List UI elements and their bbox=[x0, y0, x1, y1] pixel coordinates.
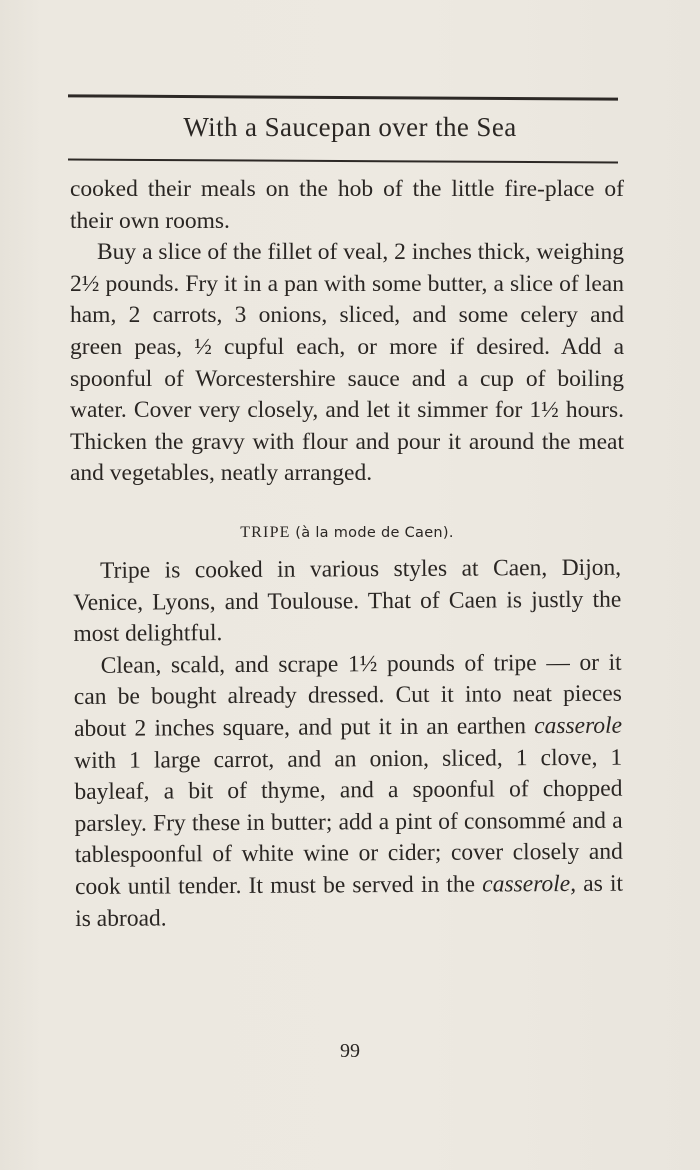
paragraph-tripe-intro: Tripe is cooked in various styles at Caen, Dijon, Venice, Lyons, and Toulouse. That of Caen is justly the most delightful. bbox=[73, 554, 622, 648]
method-text-3: as it is abroad. bbox=[75, 870, 624, 932]
method-text-2: with 1 large carrot, and an onion, sliced, 1 clove, 1 bayleaf, a bit of thyme, and a spoonful of chopped parsley. Fry these in butter; add a pint of consommé and a tablespoonful of white wine or cider; cover closely and cook until tender. It must be served in the bbox=[74, 744, 623, 900]
paragraph-tripe-method bbox=[74, 647, 624, 935]
method-italic-casserole-1: casserole bbox=[534, 712, 623, 740]
recipe-heading bbox=[70, 522, 624, 544]
tripe-section bbox=[73, 553, 623, 935]
header-rule-top bbox=[68, 94, 618, 100]
running-head: With a Saucepan over the Sea bbox=[183, 112, 517, 142]
recipe-subtitle: (à la mode de Caen). bbox=[295, 524, 454, 541]
paragraph-continuation: cooked their meals on the hob of the little fire-place of their own rooms. bbox=[70, 176, 624, 234]
method-italic-casserole-2: casserole, bbox=[482, 870, 577, 898]
header-rule-bottom bbox=[68, 159, 618, 164]
method-text-1: Clean, scald, and scrape 1½ pounds of tripe — or it can be bought already dressed. Cut it into neat pieces about 2 inches square, and put it in an earthen bbox=[73, 649, 622, 742]
recipe-title: TRIPE bbox=[240, 523, 291, 541]
page-number: 99 bbox=[340, 1040, 360, 1062]
page-body bbox=[70, 174, 624, 935]
paragraph-veal-recipe: Buy a slice of the fillet of veal, 2 inches thick, weighing 2½ pounds. Fry it in a pan with some butter, a slice of lean ham, 2 carrots, 3 onions, sliced, and some celery and green peas, ½ cupful each, or more if desired. Add a spoonful of Worcestershire sauce and a cup of boiling water. Cover very closely, and let it simmer for 1½ hours. Thicken the gravy with flour and pour it around the meat and vegetables, neatly arranged. bbox=[70, 239, 624, 487]
